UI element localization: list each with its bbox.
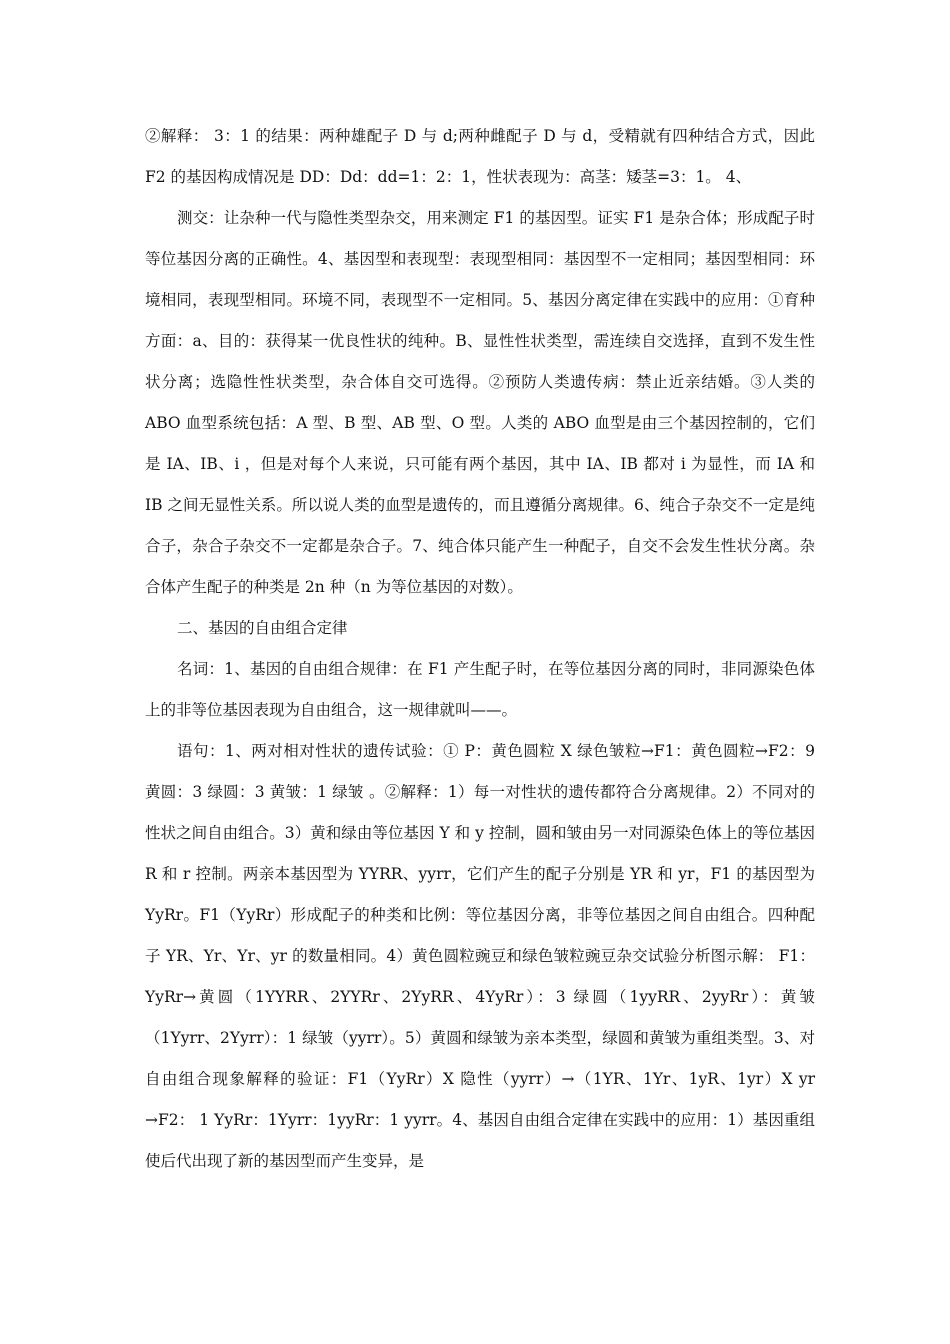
section-heading: 二、基因的自由组合定律 (177, 619, 348, 637)
paragraph-1: ②解释： 3：1 的结果：两种雄配子 D 与 d;两种雌配子 D 与 d，受精就有四种结合方式，因此 F2 的基因构成情况是 DD：Dd：dd=1：2：1，性状表现为：高茎：矮茎=3：1。 4、 (145, 127, 815, 186)
paragraph-3: 名词：1、基因的自由组合规律：在 F1 产生配子时，在等位基因分离的同时，非同源染色体上的非等位基因表现为自由组合，这一规律就叫——。 (145, 660, 815, 719)
paragraph-2: 测交：让杂种一代与隐性类型杂交，用来测定 F1 的基因型。证实 F1 是杂合体；形成配子时等位基因分离的正确性。4、基因型和表现型：表现型相同：基因型不一定相同；基因型相同：环境相同，表现型相同。环境不同，表现型不一定相同。5、基因分离定律在实践中的应用：①育种方面：a、目的：获得某一优良性状的纯种。B、显性性状类型，需连续自交选择，直到不发生性状分离；选隐性性状类型，杂合体自交可选得。②预防人类遗传病：禁止近亲结婚。③人类的 ABO 血型系统包括：A 型、B 型、AB 型、O 型。人类的 ABO 血型是由三个基因控制的，它们是 IA、IB、i ，但是对每个人来说，只可能有两个基因，其中 IA、IB 都对 i 为显性，而 IA 和 IB 之间无显性关系。所以说人类的血型是遗传的，而且遵循分离规律。6、纯合子杂交不一定是纯合子，杂合子杂交不一定都是杂合子。7、纯合体只能产生一种配子，自交不会发生性状分离。杂合体产生配子的种类是 2n 种（n 为等位基因的对数）。 (145, 209, 815, 596)
paragraph-4: 语句：1、两对相对性状的遗传试验：① P：黄色圆粒 X 绿色皱粒→F1：黄色圆粒→F2：9 黄圆：3 绿圆：3 黄皱：1 绿皱 。②解释：1）每一对性状的遗传都符合分离规律。2）不同对的性状之间自由组合。3）黄和绿由等位基因 Y 和 y 控制，圆和皱由另一对同源染色体上的等位基因 R 和 r 控制。两亲本基因型为 YYRR、yyrr，它们产生的配子分别是 YR 和 yr，F1 的基因型为 YyRr。F1（YyRr）形成配子的种类和比例：等位基因分离，非等位基因之间自由组合。四种配子 YR、Yr、Yr、yr 的数量相同。4）黄色圆粒豌豆和绿色皱粒豌豆杂交试验分析图示解： F1：YyRr→黄圆（1YYRR、2YYRr、2YyRR、4YyRr）：3 绿圆（1yyRR、2yyRr）：黄皱（1Yyrr、2Yyrr）：1 绿皱（yyrr）。5）黄圆和绿皱为亲本类型，绿圆和黄皱为重组类型。3、对自由组合现象解释的验证：F1（YyRr）X 隐性（yyrr）→（1YR、1Yr、1yR、1yr）X yr →F2： 1 YyRr：1Yyrr：1yyRr：1 yyrr。4、基因自由组合定律在实践中的应用：1）基因重组使后代出现了新的基因型而产生变异，是 (145, 742, 815, 1170)
document-body (145, 116, 815, 1182)
